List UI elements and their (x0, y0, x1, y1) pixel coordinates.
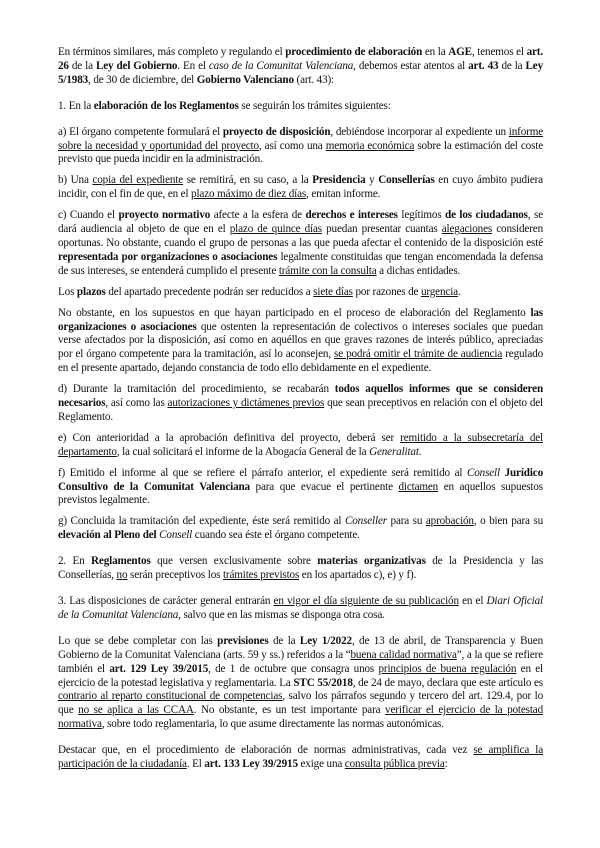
paragraph-intro: En términos similares, más completo y regulando el procedimiento de elaboración en la AGE, tenemos el art. 26 de la Ley del Gobierno. En el caso de la Comunitat Valenciana, debemos estar atentos al art. 43 de la Ley 5/1983, de 30 de diciembre, del Gobierno Valenciano (art. 43): (58, 46, 543, 86)
paragraph-2: 2. En Reglamentos que versen exclusivamente sobre materias organizativas de la Presidencia y las Consellerías, no serán preceptivos los trámites previstos en los apartados c), e) y f). (58, 555, 544, 582)
paragraph-g: g) Concluida la tramitación del expediente, éste será remitido al Conseller para su aprobación, o bien para su elevación al Pleno del Consell cuando sea éste el órgano competente. (58, 515, 543, 542)
paragraph-b: b) Una copia del expediente se remitirá, en su caso, a la Presidencia y Consellerías en cuyo ámbito pudiera incidir, con el fin de que, en el plazo máximo de diez días, emitan informe. (58, 174, 543, 201)
paragraph-plazos: Los plazos del apartado precedente podrán ser reducidos a siete días por razones de urgencia. (58, 285, 461, 298)
paragraph-c: c) Cuando el proyecto normativo afecte a la esfera de derechos e intereses legítimos de los ciudadanos, se dará audiencia al objeto de que en el plazo de quince días puedan presentar cuantas alegaciones consideren oportunas. No obstante, cuando el grupo de personas a las que pueda afectar el contenido de la disposición esté representada por organizaciones o asociaciones legalmente constituidas que tengan encomendada la defensa de sus intereses, se entenderá cumplido el presente trámite con la consulta a dichas entidades. (58, 209, 543, 277)
paragraph-lo-que: Lo que se debe completar con las previsiones de la Ley 1/2022, de 13 de abril, de Transparencia y Buen Gobierno de la Comunitat Valenciana (arts. 59 y ss.) referidos a la “buena calidad normativa”, a la que se refiere también el art. 129 Ley 39/2015, de 1 de octubre que consagra unos principios de buena regulación en el ejercicio de la potestad legislativa y reglamentaria. La STC 55/2018, de 24 de mayo, declara que este artículo es contrario al reparto constitucional de competencias, salvo los párrafos segundo y tercero del art. 129.4, por lo que no se aplica a las CCAA. No obstante, es un test importante para verificar el ejercicio de la potestad normativa, sobre todo reglamentaria, lo que asume directamente las normas autonómicas. (58, 634, 543, 731)
paragraph-3: 3. Las disposiciones de carácter general entrarán en vigor el día siguiente de su publicación en el Diari Oficial de la Comunitat Valenciana, salvo que en las mismas se disponga otra cosa. (58, 595, 543, 621)
paragraph-no-obstante: No obstante, en los supuestos en que hayan participado en el proceso de elaboración del Reglamento las organizaciones o asociaciones que ostenten la representación de colectivos o intereses sociales que puedan verse afectados por la disposición, así como en aquéllos en que graves razones de interés público, apreciadas por el órgano competente para la tramitación, así lo aconsejen, se podrá omitir el trámite de audiencia regulado en el presente apartado, dejando constancia de todo ello debidamente en el expediente. (58, 306, 543, 375)
paragraph-e: e) Con anterioridad a la aprobación definitiva del proyecto, deberá ser remitido a la subsecretaría del departamento, la cual solicitará el informe de la Abogacía General de la Generalitat. (58, 431, 543, 458)
paragraph-d: d) Durante la tramitación del procedimiento, se recabarán todos aquellos informes que se consideren necesarios, así como las autorizaciones y dictámenes previos que sean preceptivos en relación con el objeto del Reglamento. (58, 383, 544, 423)
document-page (58, 46, 543, 772)
paragraph-1: 1. En la elaboración de los Reglamentos se seguirán los trámites siguientes: (58, 99, 391, 112)
paragraph-destacar: Destacar que, en el procedimiento de elaboración de normas administrativas, cada vez se amplifica la participación de la ciudadanía. El art. 133 Ley 39/2915 exige una consulta pública previa: (58, 744, 543, 771)
paragraph-f: f) Emitido el informe al que se refiere el párrafo anterior, el expediente será remitido al Consell Jurídico Consultivo de la Comunitat Valenciana para que evacue el pertinente dictamen en aquellos supuestos previstos legalmente. (58, 466, 544, 507)
paragraph-a: a) El órgano competente formulará el proyecto de disposición, debiéndose incorporar al expediente un informe sobre la necesidad y oportunidad del proyecto, así como una memoria económica sobre la estimación del coste previsto que pueda incidir en la administración. (58, 125, 544, 166)
